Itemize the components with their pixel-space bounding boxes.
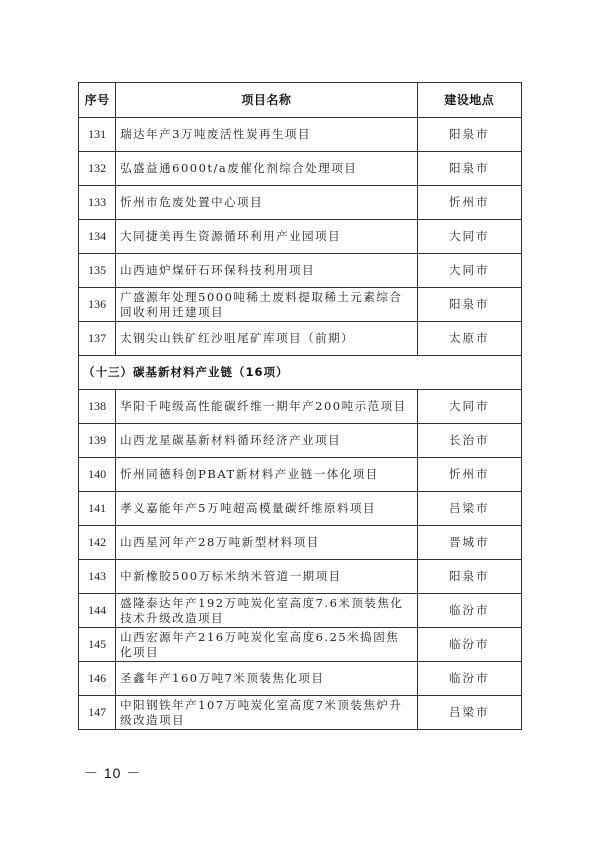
row-project-name: 太钢尖山铁矿红沙咀尾矿库项目（前期） [116, 322, 417, 356]
row-project-name: 山西迪炉煤矸石环保科技利用项目 [116, 254, 417, 288]
table-row [79, 322, 522, 356]
row-serial-number: 139 [79, 424, 116, 458]
table-row [79, 220, 522, 254]
row-location: 长治市 [417, 424, 521, 458]
row-project-name: 华阳千吨级高性能碳纤维一期年产200吨示范项目 [116, 390, 417, 424]
header-serial-number: 序号 [79, 83, 116, 118]
row-location: 太原市 [417, 322, 521, 356]
row-location: 临汾市 [417, 594, 521, 628]
row-location: 大同市 [417, 390, 521, 424]
row-project-name: 山西星河年产28万吨新型材料项目 [116, 526, 417, 560]
row-serial-number: 135 [79, 254, 116, 288]
row-serial-number: 142 [79, 526, 116, 560]
page-number: － 10 － [84, 765, 142, 781]
row-location: 阳泉市 [417, 152, 521, 186]
table-row [79, 254, 522, 288]
table-row [79, 424, 522, 458]
row-serial-number: 134 [79, 220, 116, 254]
row-location: 忻州市 [417, 186, 521, 220]
row-location: 吕梁市 [417, 696, 521, 730]
table-row [79, 628, 522, 662]
table-row [79, 288, 522, 322]
row-project-name: 大同捷美再生资源循环利用产业园项目 [116, 220, 417, 254]
table-row [79, 118, 522, 152]
row-location: 临汾市 [417, 628, 521, 662]
table-row [79, 492, 522, 526]
row-serial-number: 145 [79, 628, 116, 662]
project-table [78, 82, 522, 730]
row-location: 阳泉市 [417, 288, 521, 322]
table-row [79, 526, 522, 560]
row-serial-number: 137 [79, 322, 116, 356]
table-row [79, 696, 522, 730]
row-serial-number: 140 [79, 458, 116, 492]
table-header-row [79, 83, 522, 118]
row-location: 阳泉市 [417, 118, 521, 152]
table-row [79, 152, 522, 186]
row-location: 阳泉市 [417, 560, 521, 594]
row-serial-number: 141 [79, 492, 116, 526]
row-serial-number: 138 [79, 390, 116, 424]
row-location: 吕梁市 [417, 492, 521, 526]
row-serial-number: 143 [79, 560, 116, 594]
row-project-name: 圣鑫年产160万吨7米顶装焦化项目 [116, 662, 417, 696]
row-location: 晋城市 [417, 526, 521, 560]
row-project-name: 瑞达年产3万吨废活性炭再生项目 [116, 118, 417, 152]
row-serial-number: 132 [79, 152, 116, 186]
row-project-name: 盛隆泰达年产192万吨炭化室高度7.6米顶装焦化技术升级改造项目 [116, 594, 417, 628]
table-row [79, 560, 522, 594]
row-project-name: 中阳钢铁年产107万吨炭化室高度7米顶装焦炉升级改造项目 [116, 696, 417, 730]
header-project-name: 项目名称 [116, 83, 417, 118]
table-row [79, 390, 522, 424]
row-location: 忻州市 [417, 458, 521, 492]
row-location: 大同市 [417, 254, 521, 288]
row-location: 大同市 [417, 220, 521, 254]
row-location: 临汾市 [417, 662, 521, 696]
row-project-name: 忻州市危废处置中心项目 [116, 186, 417, 220]
row-serial-number: 136 [79, 288, 116, 322]
table-row [79, 186, 522, 220]
row-serial-number: 144 [79, 594, 116, 628]
row-project-name: 山西宏源年产216万吨炭化室高度6.25米捣固焦化项目 [116, 628, 417, 662]
row-serial-number: 131 [79, 118, 116, 152]
row-serial-number: 147 [79, 696, 116, 730]
row-project-name: 忻州同德科创PBAT新材料产业链一体化项目 [116, 458, 417, 492]
header-location: 建设地点 [417, 83, 521, 118]
table-row [79, 662, 522, 696]
section-header-row [79, 356, 522, 390]
row-project-name: 山西龙星碳基新材料循环经济产业项目 [116, 424, 417, 458]
table-row [79, 458, 522, 492]
row-serial-number: 133 [79, 186, 116, 220]
section-title: （十三）碳基新材料产业链（16项） [79, 356, 522, 390]
row-project-name: 广盛源年处理5000吨稀土废料提取稀土元素综合回收利用迁建项目 [116, 288, 417, 322]
row-serial-number: 146 [79, 662, 116, 696]
row-project-name: 孝义嘉能年产5万吨超高模量碳纤维原料项目 [116, 492, 417, 526]
row-project-name: 弘盛益通6000t/a废催化剂综合处理项目 [116, 152, 417, 186]
row-project-name: 中新橡胶500万标米纳米管道一期项目 [116, 560, 417, 594]
table-row [79, 594, 522, 628]
